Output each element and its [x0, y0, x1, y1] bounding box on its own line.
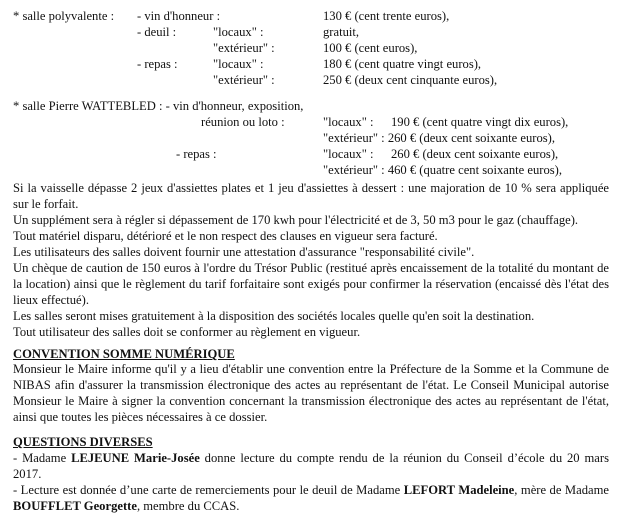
condition-assurance: Les utilisateurs des salles doivent fournir une attestation d'assurance "responsabilité civile".	[13, 245, 475, 259]
polyvalente-sub: "extérieur" :	[213, 73, 275, 87]
wattebled-price: 260 € (deux cent soixante euros),	[391, 147, 559, 161]
polyvalente-sub: "locaux" :	[213, 57, 264, 71]
convention-heading: CONVENTION SOMME NUMÉRIQUE	[13, 347, 235, 361]
question-item-2	[13, 482, 609, 514]
polyvalente-price: 250 € (deux cent cinquante euros),	[323, 73, 498, 87]
wattebled-sub: "locaux" :	[323, 115, 374, 129]
condition-supplement: Un supplément sera à régler si dépassement de 170 kwh pour l'électricité et de 3, 50 m3 pour le gaz (chauffage).	[13, 213, 579, 227]
polyvalente-sub: "locaux" :	[213, 25, 264, 39]
polyvalente-cat: - repas :	[137, 57, 178, 71]
polyvalente-sub: "extérieur" :	[213, 41, 275, 55]
question-item-1-post: donne lecture du compte rendu de la réunion du Conseil d’école du 20 mars 2017.	[13, 451, 609, 481]
polyvalente-price: 100 € (cent euros),	[323, 41, 418, 55]
condition-caution: Un chèque de caution de 150 euros à l'ordre du Trésor Public (restitué après encaissement de la totalité du montant de la location) ainsi que le règlement du tarif forfaitaire sont exigés pour confirmer la réservation (encaissé dès l'état des lieux effectué).	[13, 261, 609, 307]
condition-materiel: Tout matériel disparu, détérioré et le non respect des clauses en vigueur sera facturé.	[13, 229, 438, 243]
questions-heading: QUESTIONS DIVERSES	[13, 435, 153, 449]
polyvalente-price: 180 € (cent quatre vingt euros),	[323, 57, 482, 71]
salle-wattebled-label: * salle Pierre WATTEBLED : - vin d'honneur, exposition,	[13, 99, 304, 113]
polyvalente-price: gratuit,	[323, 25, 360, 39]
wattebled-cat: réunion ou loto :	[201, 115, 285, 129]
question-item-1-pre: - Madame	[13, 451, 72, 465]
wattebled-sub: "extérieur" : 460 € (quatre cent soixante euros),	[323, 163, 562, 177]
question-item-2-post: , membre du CCAS.	[136, 499, 240, 513]
question-item-2-pre: - Lecture est donnée d’une carte de remerciements pour le deuil de Madame	[13, 483, 404, 497]
salle-polyvalente-label: * salle polyvalente :	[13, 9, 115, 23]
polyvalente-cat: - vin d'honneur :	[137, 9, 221, 23]
wattebled-repas: - repas :	[176, 147, 217, 161]
question-item-2-mid: , mère de Madame	[514, 483, 609, 497]
polyvalente-cat: - deuil :	[137, 25, 177, 39]
question-item-2-name2: BOUFFLET Georgette	[13, 499, 137, 513]
question-item-1-name: LEJEUNE Marie-Josée	[71, 451, 200, 465]
polyvalente-price: 130 € (cent trente euros),	[323, 9, 450, 23]
convention-text: Monsieur le Maire informe qu'il y a lieu d'établir une convention entre la Préfecture de la Somme et la Commune de NIBAS afin d'assurer la transmission électronique des actes au représentant de l'état. Le Conseil Municipal autorise Monsieur le Maire à signer la convention concernant la transmission électronique des actes au représentant de l'état, ainsi que toutes les pièces nécessaires à ce dossier.	[13, 362, 609, 424]
question-item-2-name1: LEFORT Madeleine	[403, 483, 515, 497]
wattebled-sub: "extérieur" : 260 € (deux cent soixante euros),	[323, 131, 555, 145]
condition-reglement: Tout utilisateur des salles doit se conformer au règlement en vigueur.	[13, 325, 361, 339]
condition-vaisselle: Si la vaisselle dépasse 2 jeux d'assiettes plates et 1 jeu d'assiettes à dessert : une majoration de 10 % sera appliquée sur le forfait.	[13, 181, 609, 211]
wattebled-sub: "locaux" :	[323, 147, 374, 161]
wattebled-price: 190 € (cent quatre vingt dix euros),	[391, 115, 569, 129]
question-item-1	[13, 450, 609, 482]
condition-societes: Les salles seront mises gratuitement à la disposition des sociétés locales quelle qu'en soit la destination.	[13, 309, 535, 323]
